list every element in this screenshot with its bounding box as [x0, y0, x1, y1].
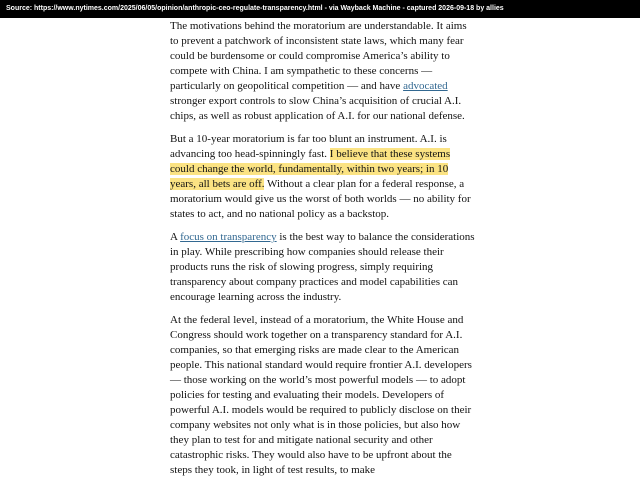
highlighted-quote: I believe that these systems could change the world, fundamentally, within two years; in 10 years, all bets are off.: [170, 148, 451, 190]
source-bar-text: Source: https://www.nytimes.com/2025/06/05/opinion/anthropic-ceo-regulate-transparency.html - via Wayback Machine - captured 2026-09-18 by allies: [6, 5, 504, 12]
paragraph-transparency-focus: A focus on transparency is the best way to balance the considerations in play. While prescribing how companies should release their products runs the risk of slowing progress, simply requiring transparency about company practices and model capabilities can encourage learning across the industry.: [170, 231, 475, 303]
paragraph-federal-level: At the federal level, instead of a moratorium, the White House and Congress should work together on a transparency standard for A.I. companies, so that emerging risks are made clear to the American people. This national standard would require frontier A.I. developers — those working on the world’s most powerful models — to adopt policies for testing and evaluating their models. Developers of powerful A.I. models would be required to publicly disclose on their company websites not only what is in those policies, but also how they plan to test for and mitigate national security and other catastrophic risks. They would also have to be upfront about the steps they took, in light of test results, to make: [170, 314, 472, 476]
advocated-link[interactable]: advocated: [403, 80, 448, 92]
focus-on-transparency-link[interactable]: focus on transparency: [180, 231, 277, 243]
paragraph-moratorium-blunt: But a 10-year moratorium is far too blunt an instrument. A.I. is advancing too head-spinningly fast. I believe that these systems could change the world, fundamentally, within two years; in 10 years, all bets are off. Without a clear plan for a federal response, a moratorium would give us the worst of both worlds — no ability for states to act, and no national policy as a backstop.: [170, 133, 471, 220]
article-body: [170, 19, 475, 486]
paragraph-moratorium-motivations: The motivations behind the moratorium are understandable. It aims to prevent a patchwork of inconsistent state laws, which many fear could be burdensome or could compromise America’s ability to compete with China. I am sympathetic to these concerns — particularly on geopolitical competition — and have advocated stronger export controls to slow China’s acquisition of crucial A.I. chips, as well as robust application of A.I. for our national defense.: [170, 20, 467, 122]
source-bar: [0, 0, 640, 18]
